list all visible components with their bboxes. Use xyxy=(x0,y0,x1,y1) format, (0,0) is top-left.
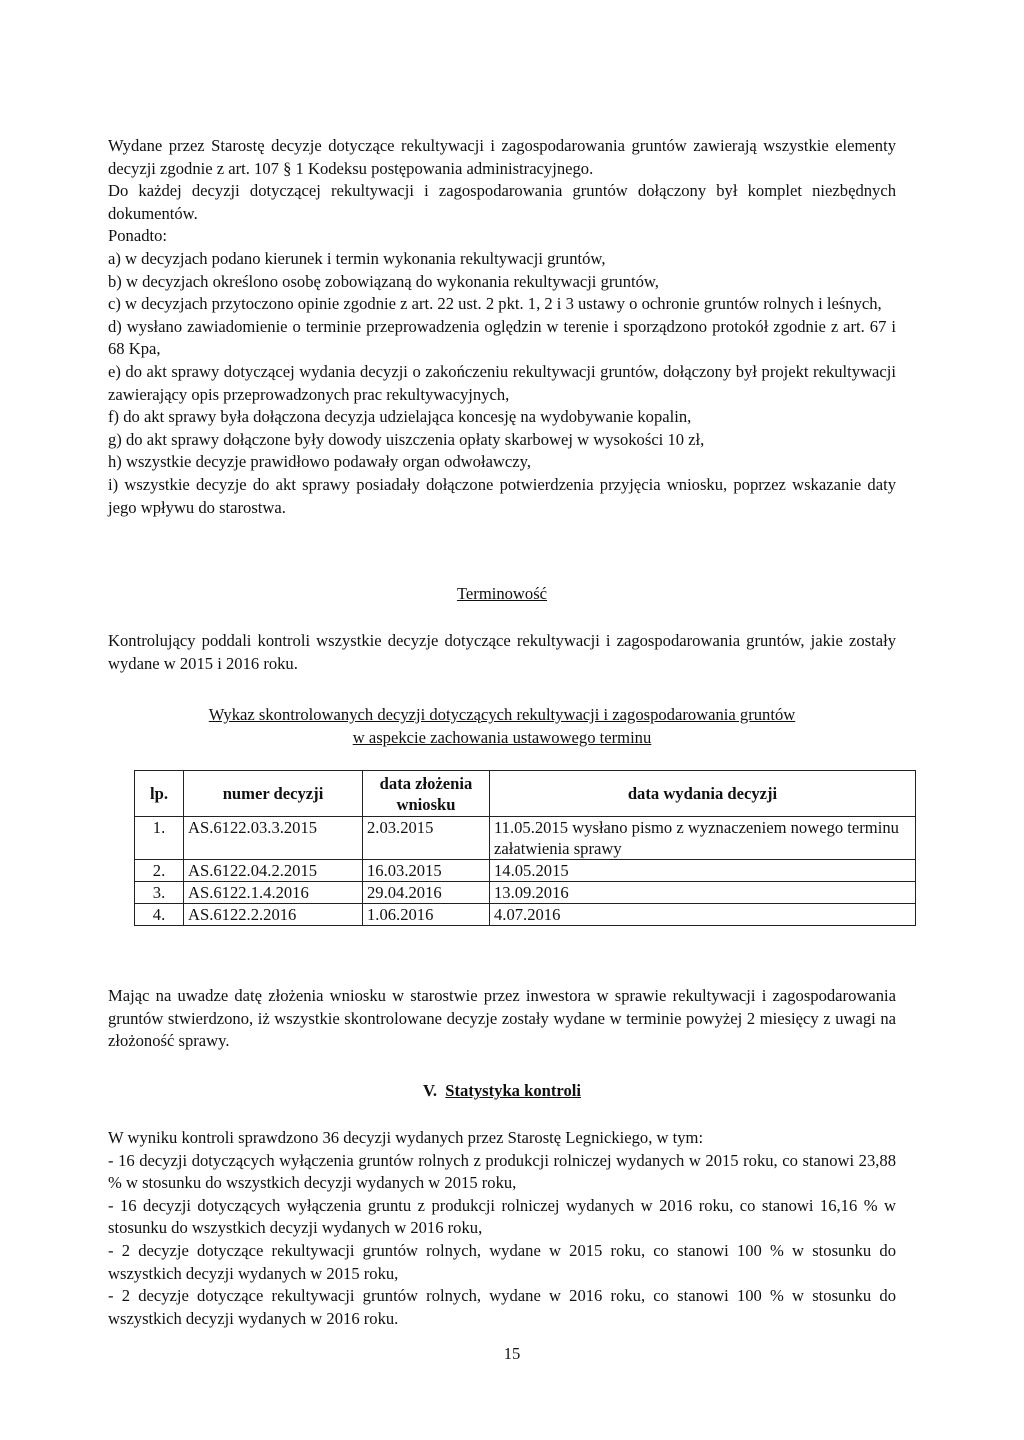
cell-data-wydania: 11.05.2015 wysłano pismo z wyznaczeniem nowego terminu załatwienia sprawy xyxy=(490,817,916,860)
cell-lp: 2. xyxy=(135,860,184,882)
cell-numer: AS.6122.04.2.2015 xyxy=(184,860,363,882)
list-title-line-2: w aspekcie zachowania ustawowego terminu xyxy=(352,727,652,747)
table-row xyxy=(135,882,916,904)
cell-data-zlozenia: 1.06.2016 xyxy=(363,904,490,926)
table-row xyxy=(135,817,916,860)
cell-numer: AS.6122.1.4.2016 xyxy=(184,882,363,904)
cell-lp: 1. xyxy=(135,817,184,860)
terminowosc-text-block xyxy=(108,630,896,675)
table-row xyxy=(135,904,916,926)
statistics-item-3: - 2 decyzje dotyczące rekultywacji gruntów rolnych, wydane w 2015 roku, co stanowi 100 % w stosunku do wszystkich decyzji wydanych w 2015 roku, xyxy=(108,1240,896,1283)
table-row xyxy=(135,860,916,882)
list-item-c: c) w decyzjach przytoczono opinie zgodnie z art. 22 ust. 2 pkt. 1, 2 i 3 ustawy o ochronie gruntów rolnych i leśnych, xyxy=(108,294,882,314)
section-v-number: V. xyxy=(423,1081,437,1100)
list-item-d: d) wysłano zawiadomienie o terminie przeprowadzenia oględzin w terenie i sporządzono protokół zgodnie z art. 67 i 68 Kpa, xyxy=(108,316,896,359)
terminowosc-section xyxy=(108,583,896,606)
page-number: 15 xyxy=(503,1344,521,1363)
section-v-heading-block xyxy=(108,1080,896,1103)
decisions-table xyxy=(134,770,916,926)
conclusion-block xyxy=(108,985,896,1053)
intro-paragraph-3: Ponadto: xyxy=(108,226,168,246)
list-item-h: h) wszystkie decyzje prawidłowo podawały organ odwoławczy, xyxy=(108,452,532,472)
cell-numer: AS.6122.2.2016 xyxy=(184,904,363,926)
cell-lp: 3. xyxy=(135,882,184,904)
list-item-a: a) w decyzjach podano kierunek i termin wykonania rekultywacji gruntów, xyxy=(108,248,606,268)
list-title-block xyxy=(108,704,896,749)
statistics-section xyxy=(108,1127,896,1330)
list-item-b: b) w decyzjach określono osobę zobowiązaną do wykonania rekultywacji gruntów, xyxy=(108,271,659,291)
terminowosc-heading: Terminowość xyxy=(456,584,548,603)
header-numer-decyzji: numer decyzji xyxy=(184,771,363,817)
cell-data-wydania: 13.09.2016 xyxy=(490,882,916,904)
section-v-title: Statystyka kontroli xyxy=(445,1081,581,1100)
header-lp: lp. xyxy=(135,771,184,817)
section-v-heading xyxy=(108,1080,896,1103)
statistics-item-4: - 2 decyzje dotyczące rekultywacji gruntów rolnych, wydane w 2016 roku, co stanowi 100 % w stosunku do wszystkich decyzji wydanych w 2016 roku. xyxy=(108,1286,896,1328)
list-item-f: f) do akt sprawy była dołączona decyzja udzielająca koncesję na wydobywanie kopalin, xyxy=(108,407,692,427)
header-data-wydania: data wydania decyzji xyxy=(490,771,916,817)
header-data-zlozenia: data złożenia wniosku xyxy=(363,771,490,817)
list-item-e: e) do akt sprawy dotyczącej wydania decyzji o zakończeniu rekultywacji gruntów, dołączony był projekt rekultywacji zawierający opis przeprowadzonych prac rekultywacyjnych, xyxy=(108,361,896,404)
terminowosc-text: Kontrolujący poddali kontroli wszystkie decyzje dotyczące rekultywacji i zagospodarowania gruntów, jakie zostały wydane w 2015 i 2016 roku. xyxy=(108,631,896,673)
list-item-i: i) wszystkie decyzje do akt sprawy posiadały dołączone potwierdzenia przyjęcia wniosku, poprzez wskazanie daty jego wpływu do starostwa. xyxy=(108,474,896,517)
cell-data-wydania: 4.07.2016 xyxy=(490,904,916,926)
statistics-lead: W wyniku kontroli sprawdzono 36 decyzji wydanych przez Starostę Legnickiego, w tym: xyxy=(108,1128,704,1147)
cell-data-zlozenia: 2.03.2015 xyxy=(363,817,490,860)
statistics-item-2: - 16 decyzji dotyczących wyłączenia gruntu z produkcji rolniczej wydanych w 2016 roku, co stanowi 16,16 % w stosunku do wszystkich decyzji wydanych w 2016 roku, xyxy=(108,1195,896,1238)
cell-numer: AS.6122.03.3.2015 xyxy=(184,817,363,860)
cell-data-zlozenia: 29.04.2016 xyxy=(363,882,490,904)
cell-data-zlozenia: 16.03.2015 xyxy=(363,860,490,882)
cell-data-wydania: 14.05.2015 xyxy=(490,860,916,882)
intro-section xyxy=(108,135,896,519)
table-header-row xyxy=(135,771,916,817)
list-title-line-1: Wykaz skontrolowanych decyzji dotyczących rekultywacji i zagospodarowania gruntów xyxy=(208,705,796,724)
conclusion-paragraph: Mając na uwadze datę złożenia wniosku w starostwie przez inwestora w sprawie rekultywacji i zagospodarowania gruntów stwierdzono, iż wszystkie skontrolowane decyzje zostały wydane w terminie powyżej 2 miesięcy z uwagi na złożoność sprawy. xyxy=(108,986,896,1051)
statistics-item-1: - 16 decyzji dotyczących wyłączenia gruntów rolnych z produkcji rolniczej wydanych w 2015 roku, co stanowi 23,88 % w stosunku do wszystkich decyzji wydanych w 2015 roku, xyxy=(108,1150,896,1193)
cell-lp: 4. xyxy=(135,904,184,926)
intro-paragraph-1: Wydane przez Starostę decyzje dotyczące rekultywacji i zagospodarowania gruntów zawierają wszystkie elementy decyzji zgodnie z art. 107 § 1 Kodeksu postępowania administracyjnego. xyxy=(108,136,896,178)
list-item-g: g) do akt sprawy dołączone były dowody uiszczenia opłaty skarbowej w wysokości 10 zł, xyxy=(108,429,705,449)
intro-paragraph-2: Do każdej decyzji dotyczącej rekultywacji i zagospodarowania gruntów dołączony był komplet niezbędnych dokumentów. xyxy=(108,181,896,223)
